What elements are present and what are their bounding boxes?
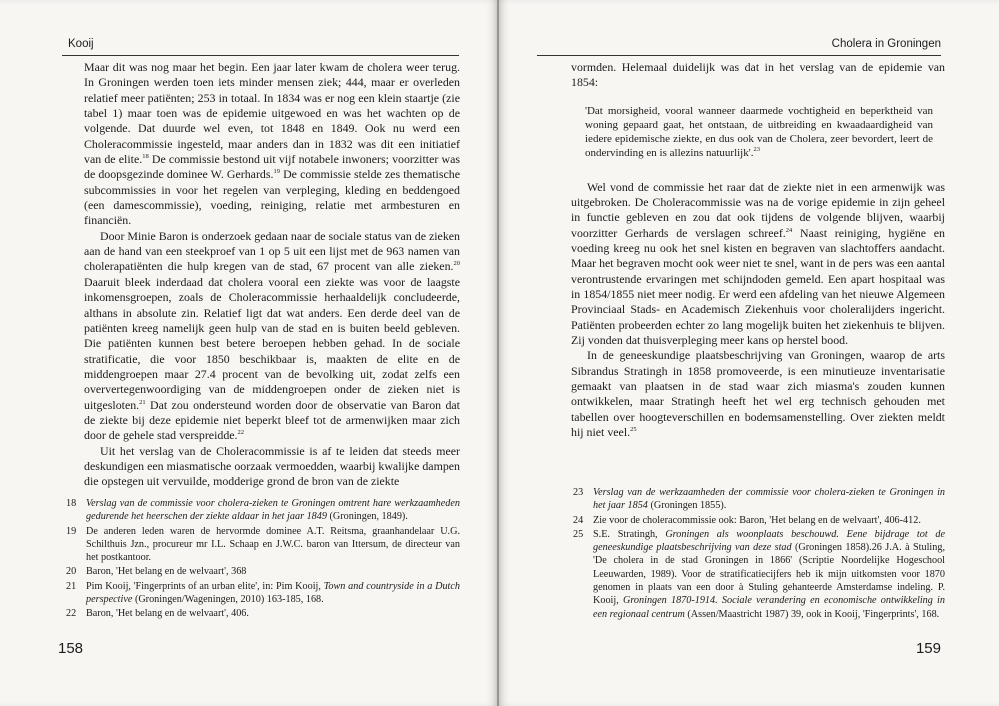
footnote-text — [86, 525, 460, 565]
footnote — [573, 528, 945, 621]
footnote — [66, 580, 460, 607]
page-number-right: 159 — [915, 640, 941, 657]
footnotes-left — [66, 497, 460, 622]
left-page — [0, 0, 497, 706]
footnote — [573, 514, 945, 527]
footnote-fragment: (Groningen/Wageningen, 2010) 163-185, 168. — [132, 594, 324, 606]
footnote-text — [593, 528, 945, 621]
footnote — [573, 486, 945, 513]
footnote-ref[interactable]: 23 — [753, 146, 760, 154]
footnote-fragment: Pim Kooij, 'Fingerprints of an urban elite', in: Pim Kooij, — [86, 580, 324, 592]
paragraph: In de geneeskundige plaatsbeschrijving van Groningen, waarop de arts Sibrandus Stratingh in 1858 promoveerde, is een minutieuze inventarisatie gemaakt van plaatsen in de stad waar zich miasma's zouden kunnen ontwikkelen, maar Stratingh heeft het wel erg technisch gehouden met tabellen over hoogteverschillen en bodemsamenstelling. Over ziekten meldt hij niet veel.$^{25}$ — [571, 348, 945, 439]
footnote-ref[interactable]: 20 — [453, 260, 460, 268]
footnote-text — [593, 486, 945, 513]
block-quote: 'Dat morsigheid, vooral wanneer daarmede vochtigheid en beperktheid van woning gepaard gaat, het ontstaan, de uitbreiding en kwaadaardigheid van iedere epidemische ziekte, en dus ook van de Cholera, zeer bevordert, leert de ondervinding en is allezins natuurlijk'.$^{23}$ — [585, 104, 933, 160]
footnote-number: 20 — [66, 566, 77, 578]
footnote-ref[interactable]: 19 — [273, 168, 280, 176]
footnote-title: Groningen 1870-1914. Sociale verandering en economische ontwikkeling in een regionaal centrum — [593, 595, 945, 620]
footnote-fragment: (Groningen 1855). — [647, 500, 727, 512]
footnote-title: Groningen als woonplaats beschouwd. Eene bijdrage tot de geneeskundige plaatsbeschrijving van deze stad — [593, 528, 945, 554]
paragraph: Maar dit was nog maar het begin. Een jaar later kwam de cholera weer terug. In Groningen werden toen iets minder mensen ziek; 444, maar er overleden relatief meer patiënten; 253 in totaal. In 1834 was er nog een klein staartje (zie tabel 1) maar toen was de epidemie uitgewoed en was het wachten op de volgende. Dat duurde wel even, tot 1848 en 1849. Ook nu werd een Choleracommissie ingesteld, maar anders dan in 1832 was dit een initiatief van de elite.$^{18}$ De commissie bestond uit vijf notabele inwoners; voorzitter was de doopsgezinde dominee W. Gerhards.$^{19}$ De commissie stelde zes thematische subcommissies in voor het regelen van verpleging, kleding en beddengoed (een damescommissie), voeding, reiniging, relatie met armbesturen en financiën. — [84, 60, 460, 228]
footnote-text — [86, 565, 460, 578]
footnote-text — [86, 497, 460, 524]
footnote-ref[interactable]: 21 — [139, 398, 146, 406]
footnote-fragment: Baron, 'Het belang en de welvaart', 368 — [86, 566, 247, 578]
footnote-fragment: De anderen leden waren de hervormde dominee A.T. Reitsma, graanhandelaar U.G. Schilthuis Jzn., procureur mr I.L. Schaap en J.W.C. baron van Ittersum, de directeur van het postkantoor. — [86, 525, 460, 564]
footnote-fragment: S.E. Stratingh, — [593, 528, 666, 540]
body-text-right — [571, 60, 945, 440]
right-page — [499, 0, 999, 706]
footnote-fragment: Zie voor de choleracommissie ook: Baron, 'Het belang en de welvaart', 406-412. — [593, 514, 921, 526]
footnote-fragment: Baron, 'Het belang en de welvaart', 406. — [86, 608, 249, 620]
footnote-title: Town and countryside in a Dutch perspective — [86, 580, 460, 606]
paragraph: Wel vond de commissie het raar dat de ziekte niet in een armenwijk was uitgebroken. De Choleracommissie was na de vorige epidemie in zijn geheel in functie gebleven en zou dat ook tijdens de volgende blijven, waarbij voorzitter Gerhards de verslagen schreef.$^{24}$ Naast reiniging, hygiëne en voeding kreeg nu ook het snel kisten en begraven van slachtoffers aandacht. Maar het begraven mocht ook weer niet te snel, want in de pers was een aantal verontrustende ervaringen met schijndoden gemeld. Een apart hospitaal was in 1854/1855 niet meer nodig. Er werd een afdeling van het nieuwe Algemeen Provinciaal Stads- en Academisch Ziekenhuis voor choleralijders ingericht. Patiënten probeerden echter zo lang mogelijk buiten het ziekenhuis te blijven. Zij vonden dat thuisverpleging meer kans op herstel bood. — [571, 179, 945, 347]
footnote-ref[interactable]: 18 — [142, 153, 149, 161]
footnote-title: Verslag van de werkzaamheden der commissie voor cholera-zieken te Groningen in het jaar 1854 — [593, 487, 945, 512]
footnote-ref[interactable]: 25 — [630, 426, 637, 433]
footnote-number: 19 — [66, 525, 77, 537]
footnote-fragment: (Groningen, 1849). — [326, 511, 408, 523]
footnote — [66, 525, 460, 565]
running-head-right: Cholera in Groningen — [831, 38, 941, 50]
footnote-number: 21 — [66, 580, 77, 592]
footnote-ref[interactable]: 22 — [237, 429, 245, 437]
footnote-number: 24 — [573, 514, 584, 526]
header-rule-left — [62, 55, 459, 56]
footnote — [66, 607, 460, 620]
footnote-fragment: (Groningen 1858).26 J.A. à Stuling, 'De cholera in de stad Groningen in 1866' (Scriptie Noordelijke Hogeschool Leeuwarden, 1989). Voor de stratificatiecijfers heb ik mijn uitkomsten voor 1870 genomen in plaats van een door à Stuling gehanteerde Amsterdamse indeling. P. Kooij, — [593, 542, 945, 607]
footnote-number: 18 — [66, 498, 77, 509]
footnote — [66, 497, 460, 524]
footnotes-right — [573, 486, 945, 622]
paragraph: Door Minie Baron is onderzoek gedaan naar de sociale status van de zieken aan de hand van een steekproef van 1 op 5 uit een lijst met de 963 namen van cholerapatiënten die hulp kregen van de stad, 67 procent van alle zieken.$^{20}$ Daaruit bleek inderdaad dat cholera vooral een ziekte was voor de laagste inkomensgroepen, zoals de Choleracommissie herhaaldelijk concludeerde, althans in absolute zin. Relatief ligt dat wat anders. Een derde deel van de patiënten kreeg namelijk geen hulp van de stad en is buiten beeld gebleven. Die patiënten kunnen best betere beroepen hebben gehad. In de sociale stratificatie, die voor 1850 beschikbaar is, maakten de elite en de middengroepen maar 27.4 procent van de bevolking uit, zodat zelfs een oververtegenwoordiging van de middengroepen onder de zieken niet is uitgesloten.$^{21}$ Dat zou ondersteund worden door de observatie van Baron dat de ziekte bij deze epidemie niet beperkt bleef tot de armenwijken maar zich door de gehele stad verspreidde.$^{22}$ — [84, 228, 460, 443]
footnote-fragment: (Assen/Maastricht 1987) 39, ook in Kooij, 'Fingerprints', 168. — [684, 608, 940, 620]
footnote-text — [593, 514, 945, 527]
footnote-number: 22 — [66, 608, 77, 620]
footnote-text — [86, 607, 460, 620]
body-text-left — [84, 60, 460, 490]
paragraph: vormden. Helemaal duidelijk was dat in het verslag van de epidemie van 1854: — [571, 60, 945, 90]
footnote-ref[interactable]: 24 — [785, 226, 793, 234]
footnote-number: 23 — [573, 487, 584, 498]
footnote-number: 25 — [573, 528, 584, 540]
footnote-text — [86, 580, 460, 607]
running-head-left: Kooij — [68, 38, 94, 50]
paragraph: Uit het verslag van de Choleracommissie is af te leiden dat steeds meer deskundigen een miasmatische oorzaak vermoedden, waarbij kwalijke dampen die opstegen uit vervuilde, modderige grond de bron van de ziekte — [84, 443, 460, 489]
footnote-title: Verslag van de commissie voor cholera-zieken te Groningen omtrent hare werkzaamheden gedurende het heerschen der ziekte aldaar in het jaar 1849 — [86, 498, 460, 523]
page-number-left: 158 — [58, 640, 84, 657]
footnote — [66, 565, 460, 578]
header-rule-right — [537, 55, 941, 56]
